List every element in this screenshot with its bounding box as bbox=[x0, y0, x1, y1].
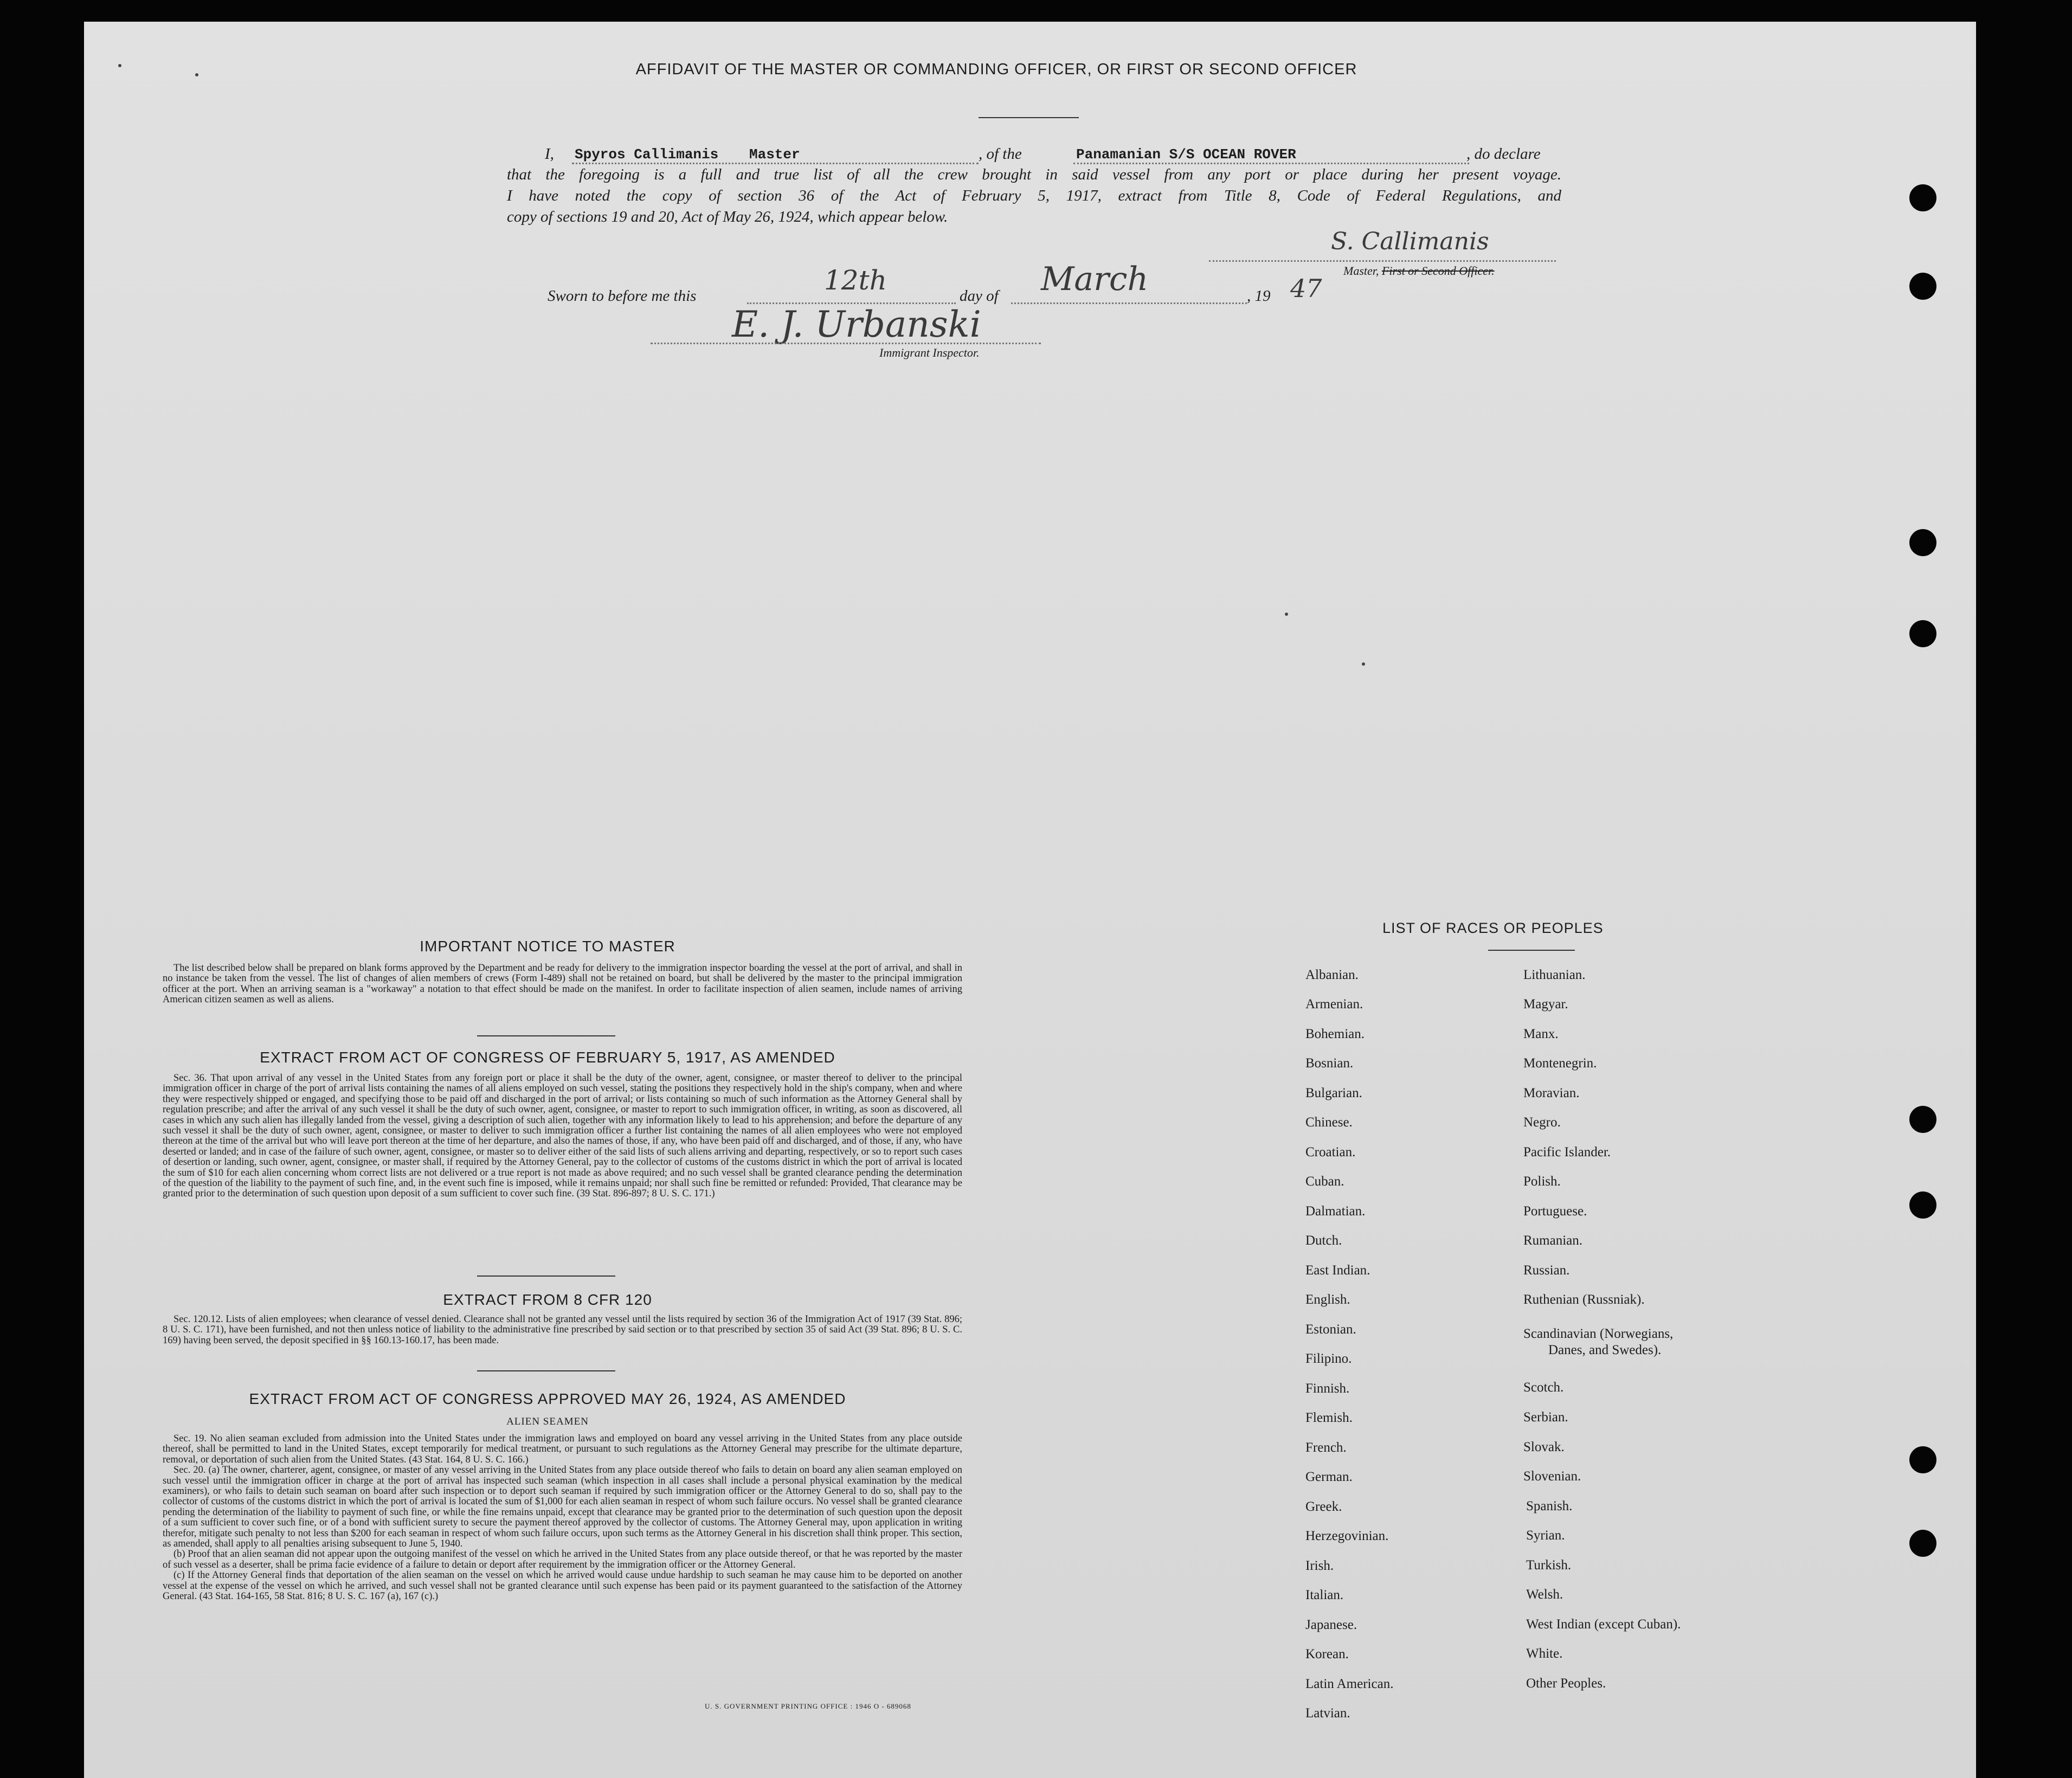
section-rule bbox=[477, 1275, 615, 1277]
race-item: Japanese. bbox=[1305, 1618, 1357, 1632]
race-item: Manx. bbox=[1523, 1027, 1559, 1041]
race-item: Negro. bbox=[1523, 1115, 1561, 1130]
race-item: Albanian. bbox=[1305, 968, 1359, 982]
section-rule bbox=[477, 1370, 615, 1371]
affidavit-line-4: copy of sections 19 and 20, Act of May 26, 1924, which appear below. bbox=[507, 208, 948, 226]
race-item: Montenegrin. bbox=[1523, 1056, 1597, 1071]
race-item: Herzegovinian. bbox=[1305, 1529, 1389, 1543]
race-item: Other Peoples. bbox=[1526, 1676, 1606, 1691]
race-item: Turkish. bbox=[1526, 1558, 1572, 1573]
extract-1917-heading: EXTRACT FROM ACT OF CONGRESS OF FEBRUARY 5, 1917, AS AMENDED bbox=[260, 1049, 835, 1066]
signature-dotted-line bbox=[1209, 260, 1556, 262]
races-rule bbox=[1488, 950, 1575, 951]
vessel-dotted-line bbox=[1073, 163, 1469, 164]
race-item: Magyar. bbox=[1523, 997, 1568, 1012]
speck bbox=[1362, 662, 1365, 666]
race-item: Dutch. bbox=[1305, 1233, 1342, 1248]
i-label: I, bbox=[545, 145, 554, 163]
race-item: Russian. bbox=[1523, 1263, 1570, 1278]
affidavit-line-3: I have noted the copy of section 36 of the Act of February 5, 1917, extract from Title 8, Code of Federal Regulations, and bbox=[507, 187, 1561, 204]
race-item: East Indian. bbox=[1305, 1263, 1370, 1278]
race-item: Welsh. bbox=[1526, 1587, 1563, 1602]
race-item: French. bbox=[1305, 1440, 1347, 1455]
inspector-caption: Immigrant Inspector. bbox=[879, 346, 980, 359]
section-20b-paragraph: (b) Proof that an alien seaman did not appear upon the outgoing manifest of the vessel on which he arrived in the United States from any place outside thereof, or that he was reported by the master of such vessel as a deserter, shall be prima facie evidence of a failure to detain or deport after requirement by the immigration officer or the Attorney General. bbox=[163, 1549, 962, 1570]
race-item: Scandinavian (Norwegians, bbox=[1523, 1326, 1674, 1341]
speck bbox=[118, 64, 121, 67]
section-rule bbox=[477, 1035, 615, 1036]
master-caption-struck: First or Second Officer. bbox=[1381, 264, 1495, 278]
race-item: Syrian. bbox=[1526, 1528, 1565, 1543]
race-item: Dalmatian. bbox=[1305, 1204, 1366, 1219]
punch-hole bbox=[1909, 529, 1936, 556]
punch-hole bbox=[1909, 1191, 1936, 1219]
race-item: Finnish. bbox=[1305, 1381, 1350, 1396]
alien-seamen-subheading: ALIEN SEAMEN bbox=[506, 1416, 589, 1427]
affidavit-line-2: that the foregoing is a full and true list of all the crew brought in said vessel from any port or place during her present voyage. bbox=[507, 166, 1561, 183]
race-item: Estonian. bbox=[1305, 1322, 1356, 1337]
punch-hole bbox=[1909, 1106, 1936, 1133]
race-item: Armenian. bbox=[1305, 997, 1363, 1012]
race-item: Slovak. bbox=[1523, 1440, 1565, 1454]
race-item: Slovenian. bbox=[1523, 1469, 1581, 1484]
race-item: German. bbox=[1305, 1470, 1353, 1484]
race-item: Lithuanian. bbox=[1523, 968, 1586, 982]
cfr-heading: EXTRACT FROM 8 CFR 120 bbox=[443, 1291, 652, 1308]
race-item: Chinese. bbox=[1305, 1115, 1353, 1130]
race-item: Portuguese. bbox=[1523, 1204, 1587, 1219]
race-item: Flemish. bbox=[1305, 1410, 1353, 1425]
race-item: English. bbox=[1305, 1292, 1350, 1307]
race-item: Cuban. bbox=[1305, 1174, 1344, 1189]
master-caption-prefix: Master, bbox=[1343, 264, 1379, 278]
race-item: Filipino. bbox=[1305, 1351, 1352, 1366]
race-item: Greek. bbox=[1305, 1499, 1342, 1514]
race-item: Rumanian. bbox=[1523, 1233, 1583, 1248]
race-item: Spanish. bbox=[1526, 1499, 1573, 1513]
inspector-signature: E. J. Urbanski bbox=[732, 304, 981, 345]
race-item: Polish. bbox=[1523, 1174, 1561, 1189]
affidavit-title: AFFIDAVIT OF THE MASTER OR COMMANDING OFFICER, OR FIRST OR SECOND OFFICER bbox=[635, 61, 1357, 78]
sworn-label: Sworn to before me this bbox=[548, 287, 697, 305]
year-prefix: , 19 bbox=[1247, 287, 1271, 305]
race-item: West Indian (except Cuban). bbox=[1526, 1617, 1681, 1632]
race-item: Ruthenian (Russniak). bbox=[1523, 1292, 1645, 1307]
do-declare-label: , do declare bbox=[1466, 145, 1541, 163]
races-heading: LIST OF RACES OR PEOPLES bbox=[1382, 920, 1604, 936]
inspector-dotted-line bbox=[651, 343, 1041, 344]
name-dotted-line bbox=[572, 163, 979, 164]
master-name: Spyros Callimanis bbox=[575, 146, 719, 163]
extract-1917-text bbox=[163, 1073, 962, 1200]
year-suffix: 47 bbox=[1290, 274, 1322, 303]
master-signature: S. Callimanis bbox=[1331, 228, 1489, 255]
sworn-month: March bbox=[1041, 260, 1149, 298]
race-item: Moravian. bbox=[1523, 1086, 1580, 1100]
extract-1924-heading: EXTRACT FROM ACT OF CONGRESS APPROVED MAY 26, 1924, AS AMENDED bbox=[249, 1390, 846, 1407]
vessel-name: Panamanian S/S OCEAN ROVER bbox=[1076, 146, 1296, 163]
title-rule bbox=[979, 117, 1079, 118]
section-36-paragraph: Sec. 36. That upon arrival of any vessel in the United States from any foreign port or place it shall be the duty of the owner, agent, consignee, or master thereof to deliver to the principal immigration officer in charge of the port of arrival lists containing the names of all aliens employed on such vessel, stating the positions they respectively hold in the ship's company, when and where they were respectively shipped or engaged, and specifying those to be paid off and discharged in the port of arrival; or lists containing so much of such information as the Attorney General shall by regulation prescribe; and after the arrival of any such vessel it shall be the duty of such owner, agent, consignee, or master to report to such immigration officer, in writing, as soon as discovered, all cases in which any such alien has illegally landed from the vessel, giving a description of such alien, together with any information likely to lead to his apprehension; and before the departure of any such vessel it shall be the duty of such owner, agent, consignee, or master to deliver to such immigration officer a further list containing the names of all alien employees who were not employed thereon at the time of the arrival but who will leave port thereon at the time of her departure, and also the names of those, if any, who have been paid off and discharged, and of those, if any, who have deserted or landed; and in case of the failure of such owner, agent, consignee, or master so to deliver either of the said lists of such aliens arriving and departing, respectively, or so to report such cases of desertion or landing, such owner, agent, consignee, or master shall, if required by the Attorney General, pay to the collector of customs of the customs district in which the port of arrival is located the sum of $10 for each alien concerning whom correct lists are not delivered or a true report is not made as above required; and no such vessel shall be granted clearance pending the determination of the question of the liability to the payment of such fine, and, in the event such fine is imposed, while it remains unpaid; nor shall such fine be remitted or refunded: Provided, That clearance may be granted prior to the determination of such question upon deposit of a sum sufficient to cover such fine. (39 Stat. 896-897; 8 U. S. C. 171.) bbox=[163, 1073, 963, 1200]
punch-hole bbox=[1909, 1446, 1936, 1473]
race-item: Serbian. bbox=[1523, 1410, 1568, 1425]
race-item: Scotch. bbox=[1523, 1380, 1564, 1395]
race-item: Bohemian. bbox=[1305, 1027, 1365, 1041]
notice-heading: IMPORTANT NOTICE TO MASTER bbox=[420, 938, 675, 955]
race-item: Danes, and Swedes). bbox=[1548, 1343, 1662, 1357]
notice-text bbox=[163, 963, 962, 1006]
race-item: Bosnian. bbox=[1305, 1056, 1354, 1071]
day-of-label: day of bbox=[960, 287, 999, 305]
master-rank: Master bbox=[749, 146, 800, 163]
race-item: Latvian. bbox=[1305, 1706, 1350, 1721]
speck bbox=[195, 73, 198, 76]
section-20a-paragraph: Sec. 20. (a) The owner, charterer, agent, consignee, or master of any vessel arriving in the United States from any place outside thereof who fails to detain on board any alien seaman employed on such vessel until the immigration officer in charge at the port of arrival has inspected such seaman (which inspection in all cases shall include a personal physical examination by the medical examiners), or who fails to detain such seaman on board after such inspection or to deport such seaman if required by such immigration officer or the Attorney General to do so, shall pay to the collector of customs of the customs district in which the port of arrival is located the sum of $1,000 for each alien seaman in respect of whom such failure occurs. No vessel shall be granted clearance pending the determination of the liability to payment of such fine, or while the fine remains unpaid, except that clearance may be granted prior to the determination of such question upon the deposit of a sum sufficient to cover such fine, or of a bond with sufficient surety to secure the payment thereof approved by the collector of customs. The Attorney General may, upon application in writing therefor, mitigate such penalty to not less than $200 for each seaman in respect of whom such failure occurs, upon such terms as the Attorney General in his discretion shall think proper. This section, as amended, shall apply to all penalties arising subsequent to June 5, 1940. bbox=[163, 1465, 962, 1550]
cfr-text bbox=[163, 1315, 962, 1346]
race-item: Korean. bbox=[1305, 1647, 1349, 1661]
race-item: Irish. bbox=[1305, 1558, 1334, 1573]
extract-1924-text bbox=[163, 1434, 962, 1602]
race-item: Croatian. bbox=[1305, 1145, 1356, 1159]
printing-office-footer: U. S. GOVERNMENT PRINTING OFFICE : 1946 O - 689068 bbox=[705, 1702, 911, 1710]
race-item: White. bbox=[1526, 1646, 1563, 1661]
master-caption bbox=[1343, 264, 1495, 278]
race-item: Italian. bbox=[1305, 1588, 1344, 1602]
notice-paragraph: The list described below shall be prepared on blank forms approved by the Department and be ready for delivery to the immigration inspector boarding the vessel at the port of arrival, and shall in no instance be taken from the vessel. The list of changes of alien members of crews (Form I-489) shall not be retained on board, but shall be delivered by the master to the principal immigration officer at the port. When an arriving seaman is a "workaway" a notation to that effect should be made on the manifest. In order to facilitate inspection of alien seamen, include names of arriving American citizen seamen as well as aliens. bbox=[163, 963, 962, 1006]
speck bbox=[1285, 613, 1288, 616]
punch-hole bbox=[1909, 1530, 1936, 1557]
cfr-paragraph: Sec. 120.12. Lists of alien employees; when clearance of vessel denied. Clearance shall not be granted any vessel until the lists required by section 36 of the Immigration Act of 1917 (39 Stat. 896; 8 U. S. C. 171), have been furnished, and not then unless notice of liability to the administrative fine prescribed by said section or to that prescribed by section 35 of said Act (39 Stat. 896; 8 U. S. C. 169) having been served, the deposit specified in §§ 160.13-160.17, has been made. bbox=[163, 1314, 962, 1346]
section-20c-paragraph: (c) If the Attorney General finds that deportation of the alien seaman on the vessel on which he arrived would cause undue hardship to such seaman he may cause him to be deported on another vessel at the expense of the vessel on which he arrived, and such vessel shall not be granted clearance until such expense has been paid or its payment guaranteed to the satisfaction of the Attorney General. (43 Stat. 164-165, 58 Stat. 816; 8 U. S. C. 167 (a), 167 (c).) bbox=[163, 1570, 962, 1602]
punch-hole bbox=[1909, 273, 1936, 300]
race-item: Pacific Islander. bbox=[1523, 1145, 1611, 1159]
race-item: Bulgarian. bbox=[1305, 1086, 1362, 1100]
punch-hole bbox=[1909, 184, 1936, 211]
month-dotted-line bbox=[1011, 302, 1247, 304]
of-the-label: , of the bbox=[979, 145, 1022, 163]
race-item: Latin American. bbox=[1305, 1677, 1394, 1691]
punch-hole bbox=[1909, 620, 1936, 647]
section-19-paragraph: Sec. 19. No alien seaman excluded from admission into the United States under the immigration laws and employed on board any vessel arriving in the United States from any place outside thereof, shall be permitted to land in the United States, except temporarily for medical treatment, or pursuant to such regulations as the Attorney General may prescribe for the ultimate departure, removal, or deportation of such alien from the United States. (43 Stat. 164, 8 U. S. C. 166.) bbox=[163, 1433, 962, 1465]
sworn-day: 12th bbox=[824, 265, 887, 296]
